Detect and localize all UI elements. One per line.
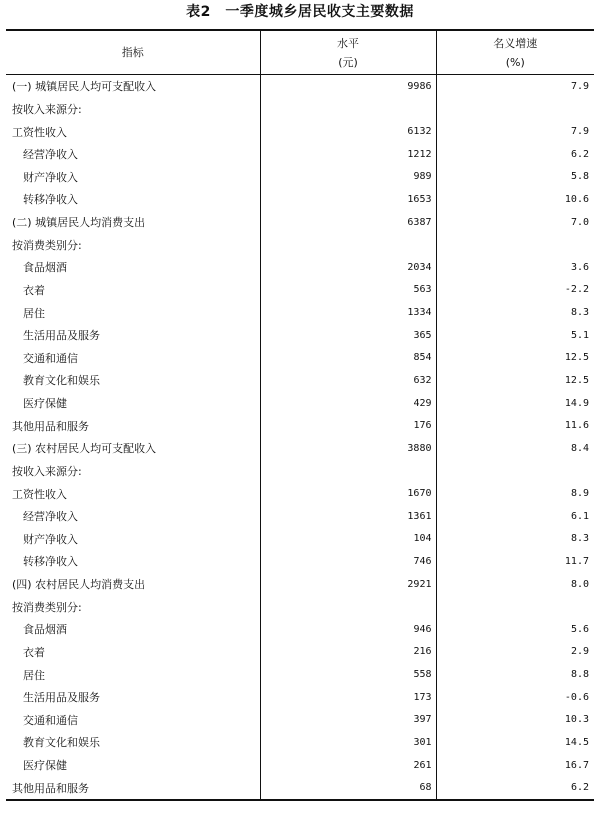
table-row <box>6 301 594 324</box>
row-level-cell: 1334 <box>260 301 436 324</box>
table-row <box>6 663 594 686</box>
table-title: 表2 一季度城乡居民收支主要数据 <box>186 4 414 20</box>
row-level-cell: 9986 <box>260 75 436 98</box>
row-growth-cell: 7.0 <box>570 216 589 228</box>
column-header-growth <box>436 30 594 75</box>
row-indicator-cell: 转移净收入 <box>23 555 78 569</box>
row-growth-cell: 16.7 <box>564 759 589 771</box>
row-growth-cell: 8.3 <box>570 533 589 545</box>
row-level-cell <box>260 460 436 483</box>
row-indicator-cell: 交通和通信 <box>23 351 78 365</box>
row-growth-cell: 11.7 <box>564 555 589 567</box>
table-row <box>6 709 594 732</box>
table-row <box>6 595 594 618</box>
row-level-cell: 6387 <box>260 211 436 234</box>
row-indicator-cell: (三) 农村居民人均可支配收入 <box>12 442 157 456</box>
header-row <box>6 30 594 75</box>
row-indicator-cell: 衣着 <box>23 283 45 297</box>
row-level-cell: 176 <box>260 414 436 437</box>
row-level-cell <box>260 98 436 121</box>
row-growth-cell: 2.9 <box>570 646 589 658</box>
level-header-unit: (元) <box>338 55 358 69</box>
table-row <box>6 754 594 777</box>
row-growth-cell: 5.6 <box>570 623 589 635</box>
row-growth-cell: 12.5 <box>564 374 589 386</box>
row-indicator-cell: (一) 城镇居民人均可支配收入 <box>12 80 157 94</box>
row-growth-cell: 8.9 <box>570 488 589 500</box>
row-growth-cell: 10.6 <box>564 193 589 205</box>
row-growth-cell: 8.4 <box>570 442 589 454</box>
row-level-cell: 563 <box>260 279 436 302</box>
table-row <box>6 256 594 279</box>
row-growth-cell: 8.3 <box>570 307 589 319</box>
row-growth-cell: 14.5 <box>564 736 589 748</box>
row-level-cell: 261 <box>260 754 436 777</box>
row-indicator-cell: 工资性收入 <box>12 125 67 139</box>
row-indicator-cell: (四) 农村居民人均消费支出 <box>12 578 146 592</box>
row-level-cell: 68 <box>260 776 436 800</box>
row-level-cell: 397 <box>260 709 436 732</box>
row-growth-cell: 6.1 <box>570 510 589 522</box>
row-growth-cell: -0.6 <box>564 691 589 703</box>
row-level-cell: 2034 <box>260 256 436 279</box>
row-indicator-cell: 生活用品及服务 <box>23 691 100 705</box>
row-growth-cell: 8.0 <box>570 578 589 590</box>
row-indicator-cell: 财产净收入 <box>23 170 78 184</box>
table-row <box>6 347 594 370</box>
row-indicator-cell: 食品烟酒 <box>23 623 67 637</box>
row-indicator-cell: 交通和通信 <box>23 713 78 727</box>
row-indicator-cell: 转移净收入 <box>23 193 78 207</box>
row-growth-cell <box>436 233 594 256</box>
row-level-cell <box>260 233 436 256</box>
table-row <box>6 392 594 415</box>
row-growth-cell <box>436 595 594 618</box>
table-row <box>6 776 594 800</box>
table-row <box>6 460 594 483</box>
row-growth-cell <box>436 98 594 121</box>
table-row <box>6 437 594 460</box>
data-table <box>6 29 594 801</box>
growth-header-unit: (%) <box>505 55 525 69</box>
row-indicator-cell: (二) 城镇居民人均消费支出 <box>12 216 146 230</box>
row-level-cell: 104 <box>260 528 436 551</box>
table-row <box>6 143 594 166</box>
row-level-cell: 854 <box>260 347 436 370</box>
row-growth-cell: 5.1 <box>570 329 589 341</box>
table-row <box>6 528 594 551</box>
row-indicator-cell: 食品烟酒 <box>23 261 67 275</box>
growth-header-label: 名义增速 <box>493 36 538 50</box>
table-row <box>6 731 594 754</box>
row-growth-cell: 7.9 <box>570 126 589 138</box>
row-indicator-cell: 居住 <box>23 668 45 682</box>
row-growth-cell: 14.9 <box>564 397 589 409</box>
table-row <box>6 166 594 189</box>
row-level-cell: 429 <box>260 392 436 415</box>
row-indicator-cell: 按收入来源分: <box>12 102 82 116</box>
table-header <box>6 30 594 75</box>
row-growth-cell: 8.8 <box>570 669 589 681</box>
row-indicator-cell: 居住 <box>23 306 45 320</box>
row-indicator-cell: 其他用品和服务 <box>6 776 260 800</box>
column-header-indicator <box>6 30 260 75</box>
column-header-level <box>260 30 436 75</box>
row-indicator-cell: 其他用品和服务 <box>12 419 89 433</box>
row-level-cell: 558 <box>260 663 436 686</box>
table-row <box>6 188 594 211</box>
row-level-cell: 1670 <box>260 482 436 505</box>
row-growth-cell: 11.6 <box>564 420 589 432</box>
row-indicator-cell: 财产净收入 <box>23 532 78 546</box>
row-level-cell: 746 <box>260 550 436 573</box>
table-row <box>6 482 594 505</box>
row-indicator-cell: 医疗保健 <box>23 397 67 411</box>
table-row <box>6 641 594 664</box>
table-row <box>6 369 594 392</box>
row-indicator-cell: 按收入来源分: <box>12 464 82 478</box>
row-indicator-cell: 工资性收入 <box>12 487 67 501</box>
row-growth-cell: 6.2 <box>436 776 594 800</box>
row-indicator-cell: 医疗保健 <box>23 759 67 773</box>
table-row <box>6 573 594 596</box>
row-indicator-cell: 经营净收入 <box>23 510 78 524</box>
row-indicator-cell: 教育文化和娱乐 <box>23 736 100 750</box>
table-row <box>6 324 594 347</box>
table-row <box>6 686 594 709</box>
row-indicator-cell: 衣着 <box>23 645 45 659</box>
level-header-label: 水平 <box>337 36 359 50</box>
row-level-cell: 1653 <box>260 188 436 211</box>
table-row <box>6 414 594 437</box>
table-row <box>6 211 594 234</box>
table-row <box>6 120 594 143</box>
row-growth-cell: 3.6 <box>570 261 589 273</box>
row-level-cell: 365 <box>260 324 436 347</box>
row-indicator-cell: 按消费类别分: <box>12 238 82 252</box>
row-growth-cell: 6.2 <box>570 148 589 160</box>
row-level-cell: 3880 <box>260 437 436 460</box>
row-level-cell <box>260 595 436 618</box>
row-growth-cell: 10.3 <box>564 714 589 726</box>
table-row <box>6 279 594 302</box>
row-level-cell: 6132 <box>260 120 436 143</box>
row-level-cell: 1212 <box>260 143 436 166</box>
row-growth-cell: 7.9 <box>570 80 589 92</box>
indicator-header-label: 指标 <box>121 46 144 59</box>
row-growth-cell: 5.8 <box>570 171 589 183</box>
row-level-cell: 1361 <box>260 505 436 528</box>
table-row <box>6 98 594 121</box>
row-level-cell: 632 <box>260 369 436 392</box>
row-indicator-cell: 按消费类别分: <box>12 600 82 614</box>
row-level-cell: 989 <box>260 166 436 189</box>
table-row <box>6 75 594 98</box>
row-level-cell: 946 <box>260 618 436 641</box>
row-indicator-cell: 经营净收入 <box>23 148 78 162</box>
table-body <box>6 75 594 801</box>
row-growth-cell <box>436 460 594 483</box>
row-level-cell: 2921 <box>260 573 436 596</box>
row-growth-cell: -2.2 <box>564 284 589 296</box>
row-indicator-cell: 教育文化和娱乐 <box>23 374 100 388</box>
table-row <box>6 550 594 573</box>
table-row <box>6 618 594 641</box>
row-level-cell: 216 <box>260 641 436 664</box>
row-level-cell: 301 <box>260 731 436 754</box>
row-growth-cell: 12.5 <box>564 352 589 364</box>
row-level-cell: 173 <box>260 686 436 709</box>
table-row <box>6 233 594 256</box>
table-row <box>6 505 594 528</box>
row-indicator-cell: 生活用品及服务 <box>23 329 100 343</box>
